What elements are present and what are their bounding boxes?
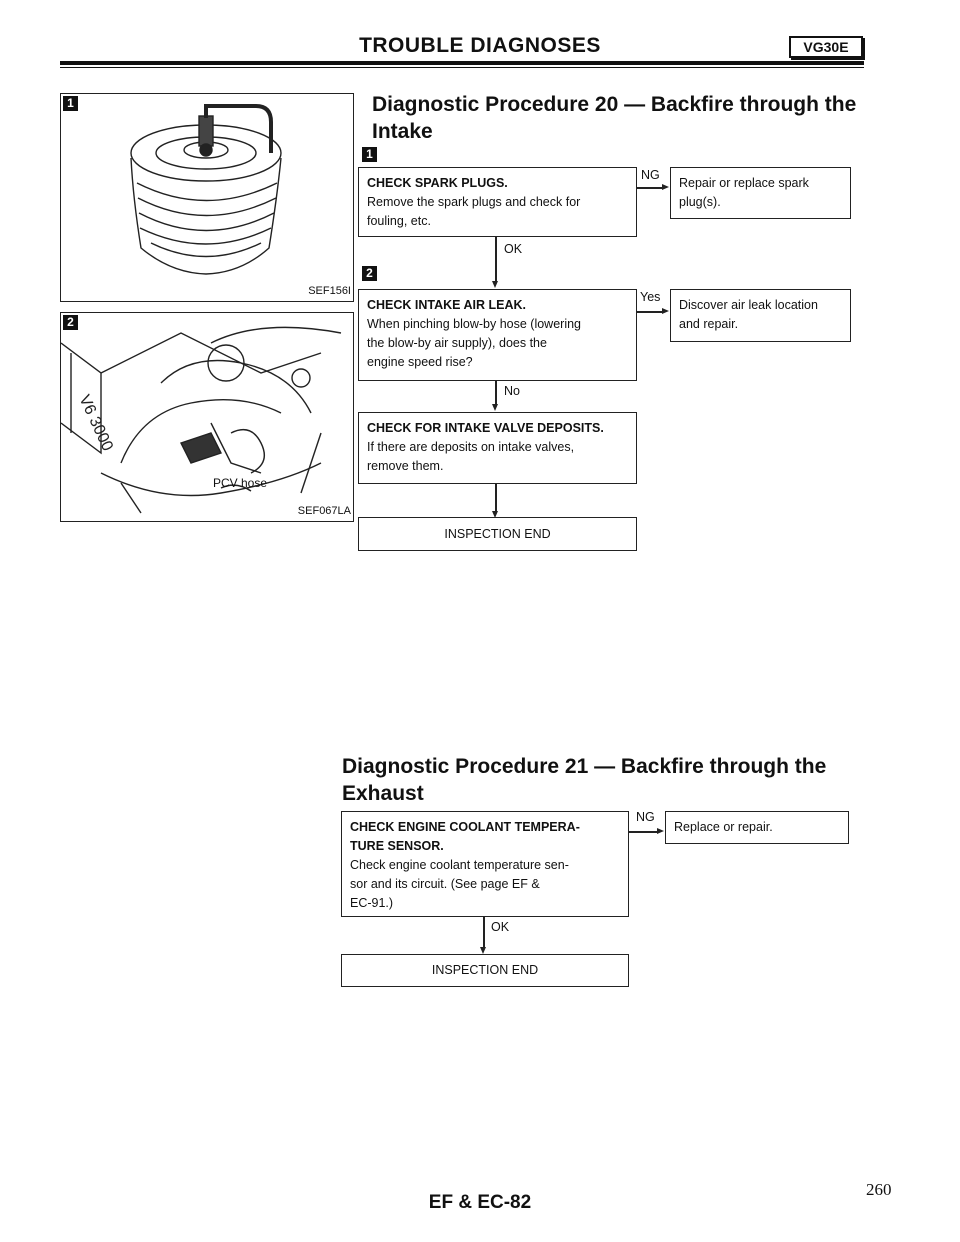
check-intake-air-leak-box: CHECK INTAKE AIR LEAK. When pinching blow-by hose (lowering the blow-by air supply), does the engine speed rise? (358, 289, 637, 381)
procedure-21-title: Diagnostic Procedure 21 — Backfire through the Exhaust (342, 755, 827, 805)
ng-arrow-head (657, 828, 664, 834)
ng-arrow-line (629, 831, 657, 833)
pcv-hose-figure (60, 312, 354, 522)
engine-mark-text: V6 3000 (75, 392, 116, 454)
box-heading: CHECK INTAKE AIR LEAK. (367, 298, 527, 312)
ok-arrow-line (483, 917, 485, 948)
engine-bay-illustration (61, 313, 353, 521)
end-arrow-line (495, 484, 497, 513)
step-badge: 2 (362, 266, 377, 281)
check-coolant-temp-sensor-box: CHECK ENGINE COOLANT TEMPERA- TURE SENSOR. Check engine coolant temperature sen- sor and its circuit. (See page EF & EC-91.) (341, 811, 629, 917)
figure-step-badge: 2 (63, 315, 78, 330)
no-label: No (504, 384, 520, 398)
yes-label: Yes (640, 290, 661, 304)
page-number: 260 (866, 1180, 892, 1199)
discover-air-leak-box: Discover air leak location and repair. (670, 289, 851, 342)
ok-arrow-head (492, 281, 498, 288)
box-heading: CHECK SPARK PLUGS. (367, 176, 508, 190)
yes-arrow-head (662, 308, 669, 314)
step-badge: 1 (362, 147, 377, 162)
box-heading: CHECK FOR INTAKE VALVE DEPOSITS. (367, 421, 604, 435)
yes-arrow-line (637, 311, 663, 313)
check-intake-valve-deposits-box: CHECK FOR INTAKE VALVE DEPOSITS. If there are deposits on intake valves, remove them. (358, 412, 637, 484)
replace-or-repair-box: Replace or repair. (665, 811, 849, 844)
no-arrow-head (492, 404, 498, 411)
repair-spark-plug-box: Repair or replace spark plug(s). (670, 167, 851, 219)
no-arrow-line (495, 381, 497, 405)
spark-plug-figure (60, 93, 354, 302)
ok-label: OK (491, 920, 510, 934)
page-title: TROUBLE DIAGNOSES (359, 34, 601, 57)
pcv-hose-label: PCV hose (213, 476, 268, 490)
ok-arrow-line (495, 237, 497, 282)
header-rule-thin (60, 67, 864, 68)
figure-step-badge: 1 (63, 96, 78, 111)
header-rule (60, 61, 864, 65)
engine-badge: VG30E (789, 36, 863, 58)
ng-label: NG (636, 810, 655, 824)
check-spark-plugs-box: CHECK SPARK PLUGS. Remove the spark plugs and check for fouling, etc. (358, 167, 637, 237)
figure-code: SEF067LA (297, 505, 351, 517)
inspection-end-box: INSPECTION END (358, 517, 637, 551)
spark-plug-illustration (101, 98, 341, 288)
ng-arrow-line (637, 187, 663, 189)
procedure-20-title: Diagnostic Procedure 20 — Backfire through the Intake (372, 93, 857, 143)
ok-arrow-head (480, 947, 486, 954)
figure-code: SEF156I (308, 285, 351, 297)
box-heading: CHECK ENGINE COOLANT TEMPERA- (350, 820, 580, 834)
ng-arrow-head (662, 184, 669, 190)
ng-label: NG (641, 168, 660, 182)
inspection-end-box: INSPECTION END (341, 954, 629, 987)
section-footer: EF & EC-82 (428, 1192, 532, 1213)
box-heading-cont: TURE SENSOR. (350, 839, 444, 853)
ok-label: OK (504, 242, 523, 256)
